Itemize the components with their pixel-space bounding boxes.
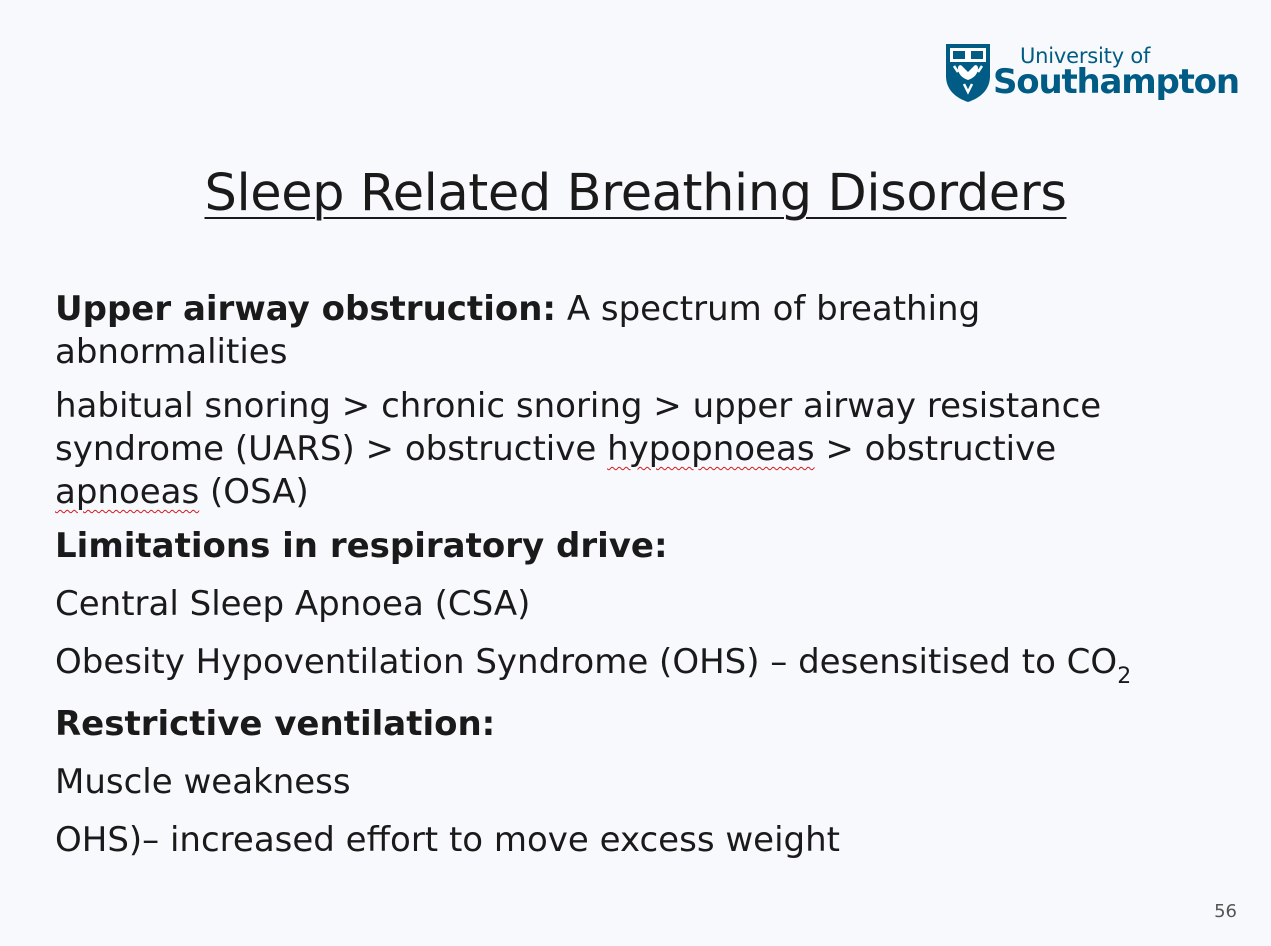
spectrum-paragraph	[55, 385, 1235, 514]
logo-text-university-of: University of	[1020, 44, 1151, 68]
upper-airway-paragraph	[55, 288, 1235, 374]
spectrum-line-2b: > obstructive	[814, 429, 1057, 469]
ohs-effort-item: OHS)– increased effort to move excess weight	[55, 820, 840, 860]
spectrum-line-1: habitual snoring > chronic snoring > upper airway resistance	[55, 386, 1102, 426]
co2-subscript: 2	[1117, 664, 1132, 689]
spectrum-line-3b: (OSA)	[199, 472, 309, 512]
ohs-drive-text: Obesity Hypoventilation Syndrome (OHS) – desensitised to CO	[55, 642, 1118, 682]
university-crest-icon	[944, 42, 992, 104]
spellcheck-flag-hypopnoeas: hypopnoeas	[607, 429, 815, 469]
respiratory-drive-heading	[55, 525, 1235, 568]
restrictive-heading	[55, 703, 1235, 746]
spellcheck-flag-apnoeas: apnoeas	[55, 472, 200, 512]
csa-item: Central Sleep Apnoea (CSA)	[55, 584, 531, 624]
respiratory-drive-heading-text: Limitations in respiratory drive:	[55, 526, 668, 566]
ohs-drive-item	[55, 641, 1235, 688]
university-logo	[944, 42, 1244, 106]
upper-airway-heading: Upper airway obstruction:	[55, 289, 557, 329]
upper-airway-description: A spectrum of breathing	[556, 289, 981, 329]
slide-body	[55, 288, 1235, 877]
logo-text-southampton: Southampton	[993, 62, 1239, 102]
restrictive-heading-text: Restrictive ventilation:	[55, 704, 496, 744]
page-number: 56	[1214, 901, 1237, 922]
slide-title: Sleep Related Breathing Disorders	[204, 164, 1067, 223]
spectrum-line-2a: syndrome (UARS) > obstructive	[55, 429, 608, 469]
upper-airway-description-cont: abnormalities	[55, 332, 288, 372]
muscle-weakness-item: Muscle weakness	[55, 762, 351, 802]
